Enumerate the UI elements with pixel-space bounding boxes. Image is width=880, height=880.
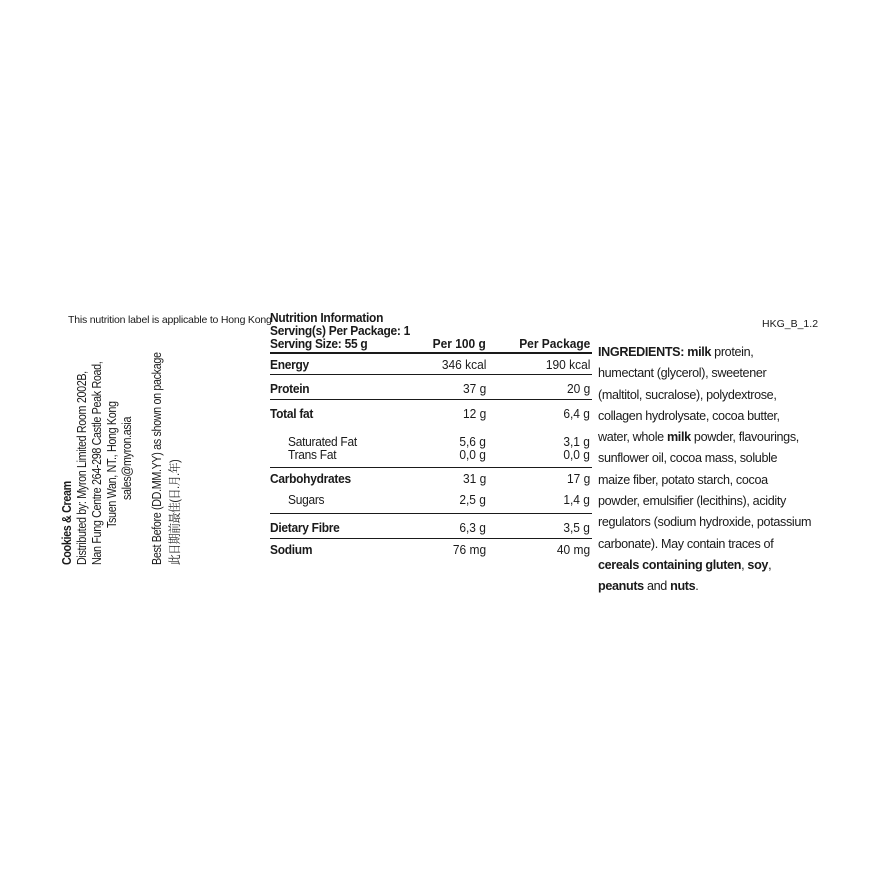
value-per-package: 3,1 g [563,434,590,449]
allergen-milk: milk [666,430,691,445]
value-per-package: 20 g [566,381,590,396]
label-code: HKG_B_1.2 [762,318,819,330]
row-sodium [270,539,592,559]
allergen-peanuts: peanuts [598,579,644,594]
best-before: Best Before (DD.MM.YY) as shown on package [150,352,164,565]
nutrition-title: Nutrition Information [270,310,384,325]
row-carbohydrates [270,468,592,513]
value-per-100g: 6,3 g [459,520,486,535]
value-per-100g: 31 g [462,471,486,486]
value-per-package: 40 mg [556,542,590,557]
row-label-sugars: Sugars [288,492,325,507]
ingredients-part: . [695,579,699,594]
row-label-trans-fat: Trans Fat [288,447,337,462]
allergen-milk: milk [687,345,712,359]
row-label: Energy [270,357,309,372]
row-protein [270,375,592,399]
value-per-100g: 0,0 g [459,447,486,462]
value-per-package: 190 kcal [545,357,590,372]
value-per-100g: 76 mg [452,542,486,557]
row-label: Total fat [270,406,314,421]
column-per-package: Per Package [518,336,590,351]
allergen-soy: soy [747,557,769,572]
servings-per-package: Serving(s) Per Package: 1 [270,323,411,338]
row-label-saturated-fat: Saturated Fat [288,434,357,449]
nutrition-table [270,311,592,559]
row-total-fat [270,400,592,467]
ingredients-part: , [741,557,748,572]
allergen-nuts: nuts [670,579,696,594]
distributor-line-2: Nan Fung Centre 264-298 Castle Peak Road, [90,361,104,565]
distributor-line-3: Tsuen Wan, NT., Hong Kong [105,401,119,528]
product-name: Cookies & Cream [60,481,74,565]
value-per-package: 6,4 g [563,406,590,421]
distributor-line-1: Distributed by: Myron Limited Room 2002B, [75,371,89,565]
ingredients-part: powder, flavourings, sunflower oil, cocoa mass, soluble maize fiber, potato starch, cocoa powder, emulsifier (lecithins), acidity regulators (sodium hydroxide, potassium carbonate). May contain traces of [598,430,812,551]
column-per-100g: Per 100 g [432,336,486,351]
value-per-package: 3,5 g [563,520,590,535]
value-per-100g: 346 kcal [441,357,486,372]
value-per-package: 17 g [566,471,590,486]
email: sales@myron.asia [120,416,134,500]
allergen-cereals: cereals containing gluten [598,557,742,572]
value-per-package: 1,4 g [563,492,590,507]
row-dietary-fibre [270,514,592,538]
value-per-100g: 12 g [462,406,486,421]
ingredients-part: protein, humectant (glycerol), sweetener (maltitol, sucralose), polydextrose, collagen hydrolysate, cocoa butter, water, whole [598,345,780,445]
row-label: Sodium [270,542,313,557]
distributor-panel [60,345,182,565]
row-label: Protein [270,381,310,396]
value-per-package: 0,0 g [563,447,590,462]
ingredients-part: , [768,557,772,572]
row-label: Carbohydrates [270,471,351,486]
ingredients-heading: INGREDIENTS: [598,345,685,359]
best-before-zh: 此日期前最佳(日.月.年) [168,459,182,565]
applicability-note: This nutrition label is applicable to Hong Kong [68,314,272,326]
value-per-100g: 37 g [462,381,486,396]
value-per-100g: 2,5 g [459,492,486,507]
ingredients-text [598,342,812,598]
ingredients-part: and [643,579,671,594]
value-per-100g: 5,6 g [459,434,486,449]
row-energy [270,354,592,374]
row-label: Dietary Fibre [270,520,340,535]
serving-size: Serving Size: 55 g [270,336,368,351]
